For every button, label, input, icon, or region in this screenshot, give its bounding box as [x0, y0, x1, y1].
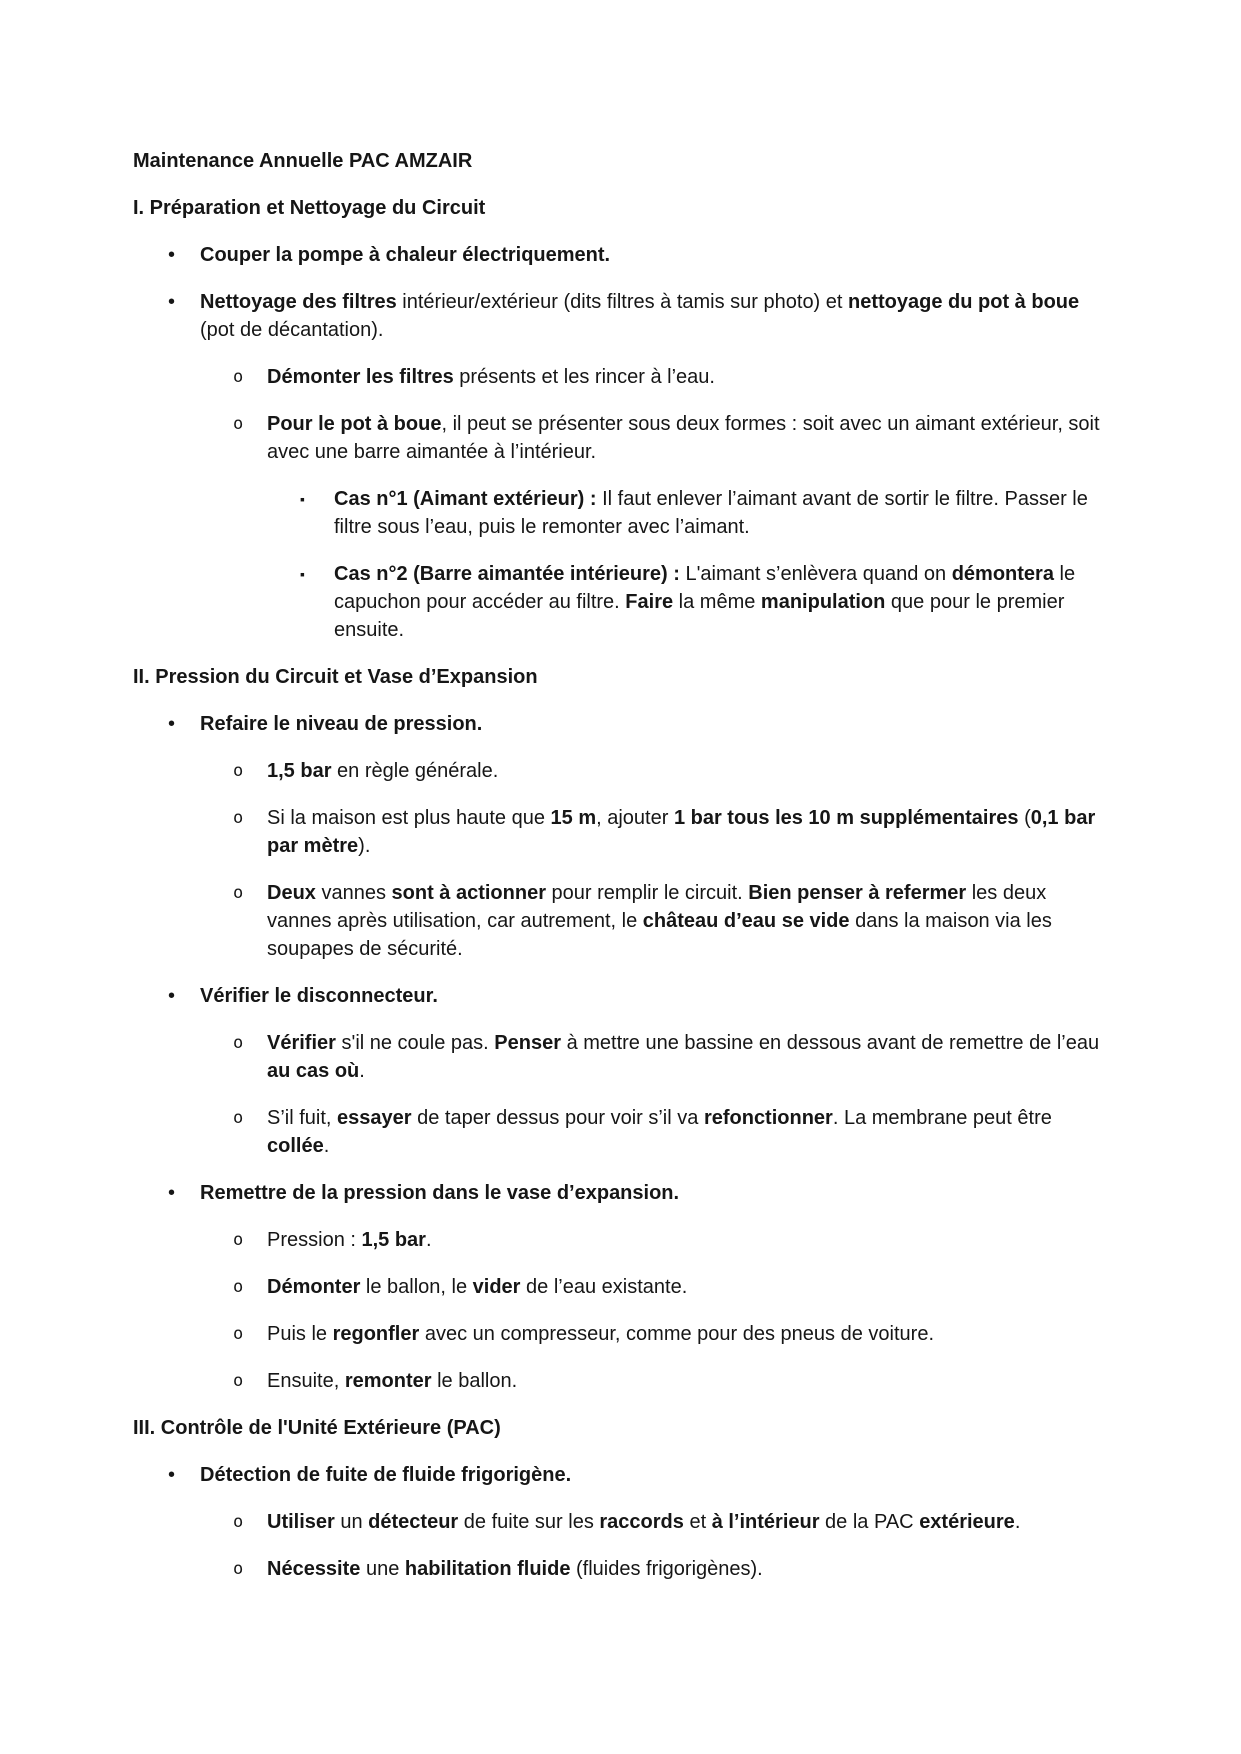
section-heading	[133, 194, 1108, 222]
text-run: avec un compresseur, comme pour des pneus de voiture.	[419, 1323, 934, 1345]
bullet-marker-icon: o	[233, 1559, 244, 1579]
text-run: à mettre une bassine en dessous avant de remettre de l’eau	[561, 1032, 1100, 1054]
text-run: Ensuite,	[267, 1370, 345, 1392]
bullet-item-level1	[168, 982, 1108, 1010]
bold-text-run: manipulation	[760, 591, 886, 613]
text-run: .	[323, 1135, 330, 1157]
bold-text-run: refonctionner	[703, 1107, 833, 1129]
list-item-text	[267, 1273, 1108, 1301]
text-run: la même	[673, 591, 761, 613]
text-run: , il peut se présenter sous deux formes : soit avec un aimant extérieur, soit avec une barre aimantée à l’intérieur.	[267, 413, 1100, 463]
text-run: , ajouter	[596, 807, 674, 829]
bullet-marker-icon: •	[168, 1182, 176, 1204]
bullet-marker-icon: o	[233, 1371, 244, 1391]
bold-text-run: 15 m	[550, 807, 597, 829]
bold-text-run: Démonter les filtres	[267, 366, 454, 388]
bold-text-run: Pour le pot à boue	[267, 413, 442, 435]
bullet-marker-icon: o	[233, 1277, 244, 1297]
bold-text-run: raccords	[599, 1511, 684, 1533]
text-run: (fluides frigorigènes).	[570, 1558, 763, 1580]
list-item-text	[267, 804, 1108, 860]
text-run: les deux vannes après utilisation, car autrement, le	[267, 882, 1047, 932]
text-run: le ballon.	[431, 1370, 518, 1392]
bullet-marker-icon: •	[168, 291, 176, 313]
bold-text-run: Détection de fuite de fluide frigorigène.	[200, 1464, 572, 1486]
text-run: dans la maison via les soupapes de sécurité.	[267, 910, 1052, 960]
list-item-text	[200, 1461, 1108, 1489]
bold-text-run: 1,5 bar	[361, 1229, 426, 1251]
bullet-marker-icon: o	[233, 1512, 244, 1532]
text-run: S’il fuit,	[267, 1107, 338, 1129]
bold-text-run: remonter	[344, 1370, 432, 1392]
bold-text-run: III. Contrôle de l'Unité Extérieure (PAC)	[133, 1417, 501, 1439]
bullet-marker-icon: o	[233, 1108, 244, 1128]
bullet-item-level1	[168, 1461, 1108, 1489]
bullet-marker-icon: o	[233, 808, 244, 828]
bold-text-run: 1 bar tous les 10 m supplémentaires	[673, 807, 1019, 829]
bold-text-run: Maintenance Annuelle PAC AMZAIR	[133, 150, 473, 172]
bullet-item-level1	[168, 1179, 1108, 1207]
bold-text-run: essayer	[337, 1107, 412, 1129]
text-run: de fuite sur les	[458, 1511, 600, 1533]
list-item-text	[267, 1029, 1108, 1085]
bold-text-run: 1,5 bar	[267, 760, 332, 782]
bold-text-run: Couper la pompe à chaleur électriquement.	[200, 244, 611, 266]
list-item-text	[267, 363, 1108, 391]
text-run: s'il ne coule pas.	[335, 1032, 495, 1054]
bold-text-run: Nettoyage des filtres	[200, 291, 397, 313]
list-item-text	[200, 710, 1108, 738]
text-run: (pot de décantation).	[200, 319, 384, 341]
bold-text-run: à l’intérieur	[711, 1511, 820, 1533]
list-item-text	[267, 879, 1108, 963]
bold-text-run: II. Pression du Circuit et Vase d’Expansion	[133, 666, 538, 688]
bullet-marker-icon: o	[233, 1324, 244, 1344]
bullet-item-level2	[233, 804, 1108, 860]
bullet-item-level2	[233, 1320, 1108, 1348]
list-item-text	[334, 560, 1108, 644]
list-item-text	[334, 485, 1108, 541]
document-title	[133, 147, 1108, 175]
list-item-text	[200, 288, 1108, 344]
text-run: une	[360, 1558, 405, 1580]
bold-text-run: Faire	[625, 591, 674, 613]
list-item-text	[267, 1226, 1108, 1254]
bullet-marker-icon: o	[233, 883, 244, 903]
bold-text-run: Remettre de la pression dans le vase d’expansion.	[200, 1182, 680, 1204]
bullet-marker-icon: o	[233, 1230, 244, 1250]
bullet-marker-icon: •	[168, 985, 176, 1007]
bold-text-run: Deux	[267, 882, 316, 904]
bullet-item-level1	[168, 710, 1108, 738]
bold-text-run: Nécessite	[267, 1558, 361, 1580]
text-run: pour remplir le circuit.	[546, 882, 749, 904]
text-run: présents et les rincer à l’eau.	[453, 366, 715, 388]
bold-text-run: détecteur	[368, 1511, 459, 1533]
list-item-text	[267, 410, 1108, 466]
bullet-marker-icon: o	[233, 761, 244, 781]
text-run: Si la maison est plus haute que	[267, 807, 551, 829]
bold-text-run: Bien penser à refermer	[748, 882, 967, 904]
text-run: un	[334, 1511, 369, 1533]
section-heading	[133, 663, 1108, 691]
text-run: de taper dessus pour voir s’il va	[411, 1107, 704, 1129]
bold-text-run: Cas n°1 (Aimant extérieur) :	[334, 488, 603, 510]
bullet-item-level2	[233, 757, 1108, 785]
bold-text-run: 0,1 bar par mètre	[267, 807, 1096, 857]
bullet-marker-icon: •	[168, 1464, 176, 1486]
bold-text-run: Cas n°2 (Barre aimantée intérieure) :	[334, 563, 686, 585]
bold-text-run: Vérifier le disconnecteur.	[200, 985, 438, 1007]
bullet-item-level2	[233, 1104, 1108, 1160]
list-item-text	[267, 1104, 1108, 1160]
bullet-item-level2	[233, 1029, 1108, 1085]
text-run: vannes	[315, 882, 392, 904]
list-item-text	[200, 982, 1108, 1010]
list-item-text	[267, 1555, 1108, 1583]
text-run: que pour le premier ensuite.	[334, 591, 1065, 641]
text-run: .	[1014, 1511, 1021, 1533]
bullet-marker-icon: •	[168, 244, 176, 266]
bold-text-run: Utiliser	[267, 1511, 335, 1533]
text-run: et	[683, 1511, 712, 1533]
bold-text-run: Penser	[494, 1032, 562, 1054]
bold-text-run: au cas où	[267, 1060, 360, 1082]
bullet-item-level2	[233, 410, 1108, 466]
list-item-text	[267, 1508, 1108, 1536]
list-item-text	[200, 241, 1108, 269]
text-run: L'aimant s’enlèvera quand on	[685, 563, 952, 585]
bold-text-run: nettoyage du pot à boue	[848, 291, 1080, 313]
text-run: (	[1018, 807, 1031, 829]
bullet-item-level3	[300, 485, 1108, 541]
bold-text-run: Vérifier	[267, 1032, 336, 1054]
text-run: le ballon, le	[360, 1276, 473, 1298]
bullet-marker-icon: o	[233, 1033, 244, 1053]
bullet-item-level2	[233, 1555, 1108, 1583]
bold-text-run: vider	[472, 1276, 521, 1298]
list-item-text	[267, 757, 1108, 785]
bullet-marker-icon: o	[233, 414, 244, 434]
bold-text-run: Refaire le niveau de pression.	[200, 713, 483, 735]
text-run: de l’eau existante.	[520, 1276, 688, 1298]
bold-text-run: habilitation fluide	[404, 1558, 571, 1580]
bold-text-run: Démonter	[267, 1276, 361, 1298]
list-item-text	[267, 1367, 1108, 1395]
bullet-item-level2	[233, 879, 1108, 963]
text-run: .	[425, 1229, 432, 1251]
bold-text-run: démontera	[951, 563, 1054, 585]
bullet-item-level2	[233, 1508, 1108, 1536]
text-run: Il faut enlever l’aimant avant de sortir le filtre. Passer le filtre sous l’eau, puis le remonter avec l’aimant.	[334, 488, 1088, 538]
bullet-item-level3	[300, 560, 1108, 644]
bold-text-run: collée	[267, 1135, 324, 1157]
list-item-text	[200, 1179, 1108, 1207]
text-run: .	[359, 1060, 365, 1082]
text-run: . La membrane peut être	[832, 1107, 1052, 1129]
bullet-item-level2	[233, 1367, 1108, 1395]
bullet-item-level1	[168, 288, 1108, 344]
bullet-marker-icon: o	[233, 367, 244, 387]
section-heading	[133, 1414, 1108, 1442]
bold-text-run: regonfler	[332, 1323, 420, 1345]
bullet-marker-icon: •	[168, 713, 176, 735]
text-run: de la PAC	[819, 1511, 920, 1533]
text-run: Pression :	[267, 1229, 362, 1251]
text-run: intérieur/extérieur (dits filtres à tamis sur photo) et	[396, 291, 849, 313]
bullet-item-level2	[233, 1226, 1108, 1254]
bold-text-run: extérieure	[919, 1511, 1015, 1533]
bold-text-run: I. Préparation et Nettoyage du Circuit	[133, 197, 486, 219]
bullet-item-level2	[233, 1273, 1108, 1301]
list-item-text	[267, 1320, 1108, 1348]
text-run: le capuchon pour accéder au filtre.	[334, 563, 1076, 613]
bullet-marker-icon: ▪	[300, 566, 305, 582]
text-run: Puis le	[267, 1323, 333, 1345]
bullet-marker-icon: ▪	[300, 491, 305, 507]
bullet-item-level1	[168, 241, 1108, 269]
bullet-item-level2	[233, 363, 1108, 391]
text-run: ).	[358, 835, 371, 857]
bold-text-run: château d’eau se vide	[642, 910, 850, 932]
bold-text-run: sont à actionner	[391, 882, 546, 904]
text-run: en règle générale.	[331, 760, 499, 782]
